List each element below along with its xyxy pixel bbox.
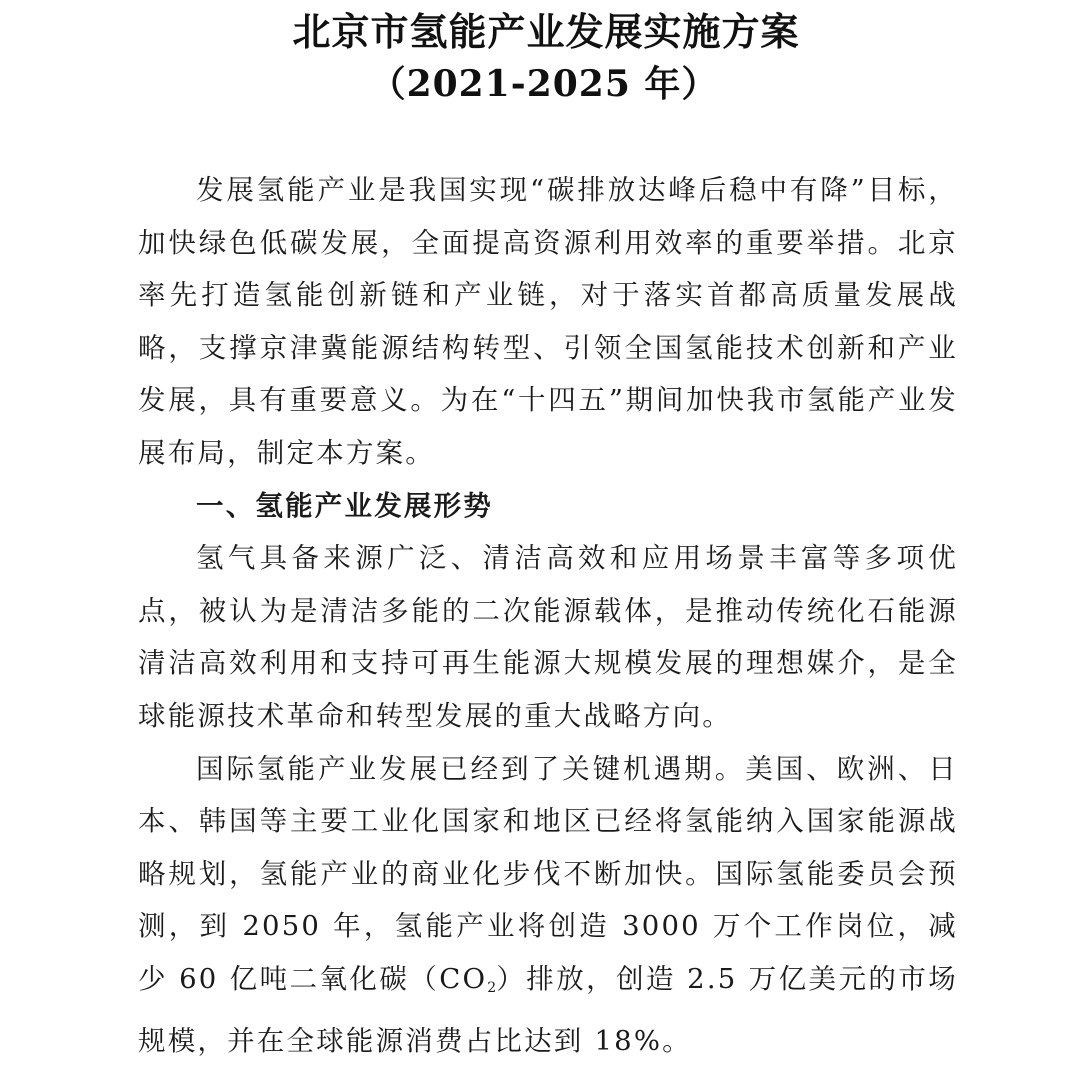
document-subtitle: （2021-2025 年）	[369, 63, 719, 105]
paragraph-2-text-start: 国际氢能产业发展已经到了关键机遇期。美国、欧洲、日本、韩国等主要工业化国家和地区已经将氢能纳入国家能源战略规划，氢能产业的商业化步伐不断加快。国际氢能委员会预测，到 2050 年，氢能产业将创造 3000 万个工作岗位，减少 60 亿吨二氧化碳（CO	[138, 752, 958, 995]
section-1-heading: 一、氢能产业发展形势	[196, 489, 493, 522]
document-title: 北京市氢能产业发展实施方案	[292, 9, 800, 54]
paragraph-2-text-end: ）排放，创造 2.5 万亿美元的市场规模，并在全球能源消费占比达到 18%。	[138, 962, 958, 1057]
section-1-paragraph-2	[138, 743, 958, 1067]
section-1-paragraph-1: 氢气具备来源广泛、清洁高效和应用场景丰富等多项优点，被认为是清洁多能的二次能源载体，是推动传统化石能源清洁高效利用和支持可再生能源大规模发展的理想媒介，是全球能源技术革命和转型发展的重大战略方向。	[138, 542, 958, 732]
intro-paragraph: 发展氢能产业是我国实现“碳排放达峰后稳中有降”目标，加快绿色低碳发展，全面提高资源利用效率的重要举措。北京率先打造氢能创新链和产业链，对于落实首都高质量发展战略，支撑京津冀能源结构转型、引领全国氢能技术创新和产业发展，具有重要意义。为在“十四五”期间加快我市氢能产业发展布局，制定本方案。	[138, 174, 958, 469]
document-body	[138, 164, 958, 1067]
co2-subscript: 2	[487, 979, 497, 996]
